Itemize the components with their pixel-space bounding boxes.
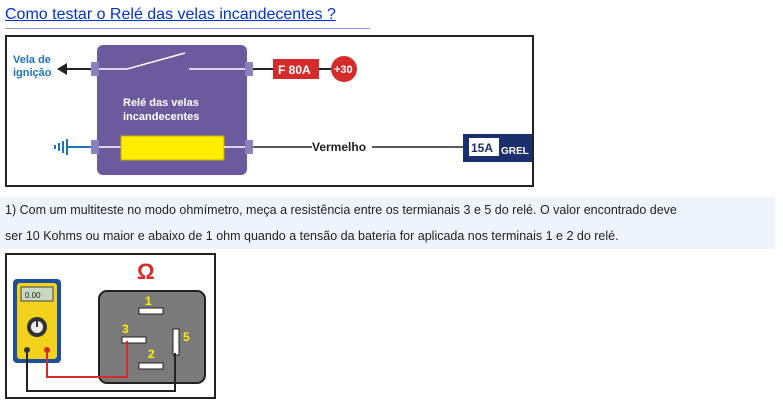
relay-terminal-left-top [91, 62, 99, 76]
relay-diagram [5, 35, 534, 187]
pin-2-label: 2 [148, 347, 155, 361]
relay-terminal-left-bottom [91, 140, 99, 154]
instruction-line-2: ser 10 Kohms ou maior e abaixo de 1 ohm quando a tensão da bateria for aplicada nos terminais 1 e 2 do relé. [5, 229, 619, 243]
pin-3-label: 3 [122, 322, 129, 336]
ohm-symbol: Ω [137, 259, 155, 284]
spark-plug-label-line1: Vela de [13, 54, 51, 66]
multimeter-figure-svg [7, 255, 214, 397]
terminal-30-label: +30 [334, 64, 353, 76]
ground-icon [55, 139, 67, 155]
pin-2-slot [139, 363, 163, 369]
pin-1-slot [139, 308, 163, 314]
instruction-line-1: 1) Com um multiteste no modo ohmímetro, meça a resistência entre os termianais 3 e 5 do relé. O valor encontrado deve [5, 203, 677, 217]
relay-terminal-right-top [245, 62, 253, 76]
multimeter-display-value: 0.00 [25, 291, 41, 300]
wire-label-vermelho: Vermelho [312, 140, 367, 154]
pin-3-slot [122, 337, 146, 343]
instruction-paragraph [0, 197, 775, 249]
page-title-link[interactable]: Como testar o Relé das velas incandecentes ? [5, 6, 336, 23]
relay-terminal-right-bottom [245, 140, 253, 154]
relay-label-line2: incandecentes [123, 111, 200, 123]
spark-plug-label-line2: ignição [13, 67, 52, 79]
grel-label: GREL [501, 146, 529, 157]
multimeter-figure [5, 253, 216, 399]
fuse-15a-label: 15A [471, 141, 494, 155]
pin-5-label: 5 [183, 330, 190, 344]
title-underline-rule [5, 28, 370, 29]
relay-diagram-svg [7, 37, 532, 185]
relay-label-line1: Relé das velas [123, 97, 199, 109]
pin-5-slot [173, 329, 179, 355]
pin-1-label: 1 [145, 294, 152, 308]
fuse-label: F 80A [278, 63, 311, 77]
yellow-heating-element [121, 136, 224, 160]
arrow-left-icon [57, 63, 67, 75]
